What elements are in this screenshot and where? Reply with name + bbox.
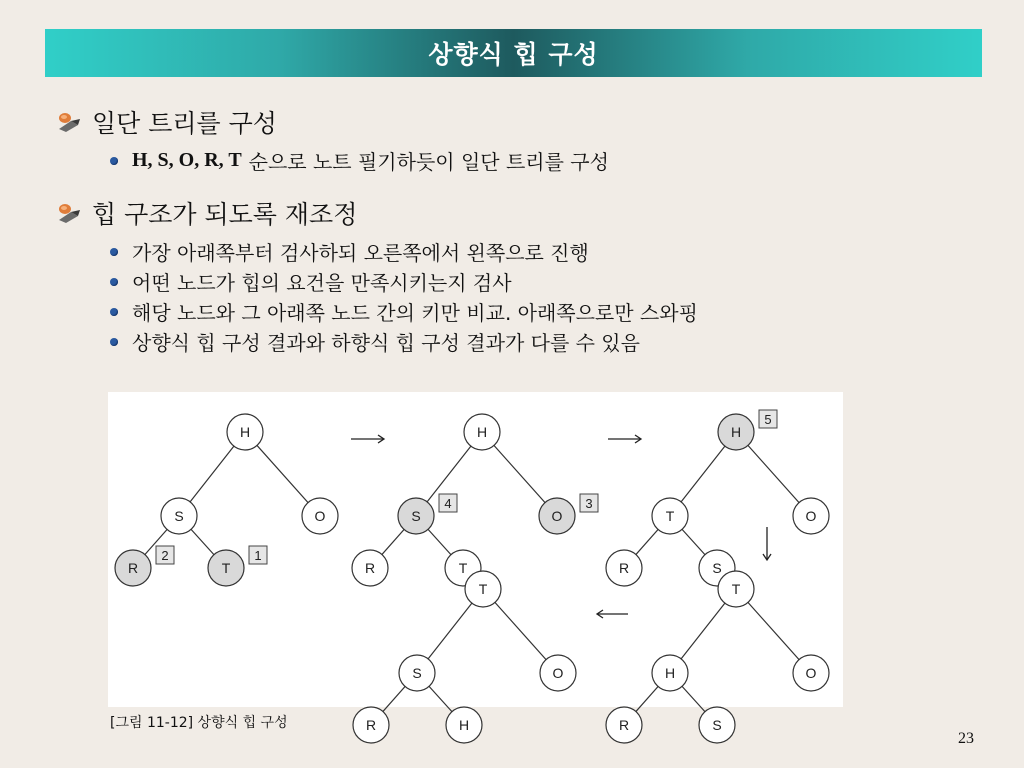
tree-node-label: S — [712, 717, 722, 733]
tree-node-label: S — [411, 508, 421, 524]
tree-node-label: H — [458, 717, 470, 733]
figure-caption: [그림 11-12] 상향식 힙 구성 — [110, 715, 288, 731]
bullet-dot-icon — [110, 157, 118, 165]
tree-node-label: O — [805, 508, 817, 524]
tree-node-label: T — [221, 560, 231, 576]
tree-node-label: S — [174, 508, 184, 524]
sub-bullet-2-4-text: 상향식 힙 구성 결과와 하향식 힙 구성 결과가 다를 수 있음 — [132, 331, 640, 355]
sub-bullet-2-1-text: 가장 아래쪽부터 검사하되 오른쪽에서 왼쪽으로 진행 — [132, 241, 589, 265]
tree-node-label: R — [618, 717, 630, 733]
tree-node-label: T — [478, 581, 488, 597]
tree-node-label: R — [127, 560, 139, 576]
bullet-1 — [56, 104, 277, 140]
tree-2 — [352, 414, 598, 586]
tree-3 — [606, 410, 829, 586]
tree-node-label: H — [476, 424, 488, 440]
title-bar — [45, 29, 982, 77]
tree-node-label: T — [731, 581, 741, 597]
step-order-label: 1 — [254, 548, 262, 563]
tree-node-label: S — [412, 665, 422, 681]
step-order-label: 4 — [444, 496, 452, 511]
pen-bullet-icon — [56, 111, 82, 133]
sub-bullet-2-3 — [110, 297, 698, 326]
tree-node-label: H — [730, 424, 742, 440]
sub-bullet-1-1-bold: H, S, O, R, T — [132, 149, 242, 171]
tree-node-label: T — [665, 508, 675, 524]
sub-bullet-2-2 — [110, 267, 512, 296]
page-number: 23 — [958, 730, 974, 747]
tree-5 — [353, 571, 576, 743]
step-order-label: 3 — [585, 496, 593, 511]
step-order-label: 5 — [764, 412, 772, 427]
bullet-2-text: 힙 구조가 되도록 재조정 — [92, 200, 358, 229]
tree-node-label: O — [314, 508, 326, 524]
bullet-dot-icon — [110, 248, 118, 256]
tree-node-label: R — [364, 560, 376, 576]
tree-node-label: R — [365, 717, 377, 733]
sub-bullet-2-4 — [110, 327, 640, 356]
tree-node-label: H — [239, 424, 251, 440]
slide-title: 상향식 힙 구성 — [428, 40, 599, 69]
sub-bullet-2-2-text: 어떤 노드가 힙의 요건을 만족시키는지 검사 — [132, 271, 512, 295]
tree-node-label: T — [458, 560, 468, 576]
bullet-dot-icon — [110, 338, 118, 346]
tree-1 — [115, 414, 338, 586]
tree-4 — [606, 571, 829, 743]
tree-node-label: O — [551, 508, 563, 524]
step-order-label: 2 — [161, 548, 169, 563]
sub-bullet-1-1 — [110, 146, 609, 175]
pen-bullet-icon — [56, 202, 82, 224]
bullet-dot-icon — [110, 308, 118, 316]
tree-node-label: S — [712, 560, 722, 576]
tree-node-label: O — [805, 665, 817, 681]
bullet-1-text: 일단 트리를 구성 — [92, 109, 277, 138]
bullet-dot-icon — [110, 278, 118, 286]
sub-bullet-2-3-text: 해당 노드와 그 아래쪽 노드 간의 키만 비교. 아래쪽으로만 스와핑 — [132, 301, 698, 325]
tree-node-label: O — [552, 665, 564, 681]
tree-node-label: H — [664, 665, 676, 681]
bullet-2 — [56, 195, 357, 231]
sub-bullet-1-1-text: 순으로 노트 필기하듯이 일단 트리를 구성 — [248, 150, 609, 174]
tree-node-label: R — [618, 560, 630, 576]
sub-bullet-2-1 — [110, 237, 589, 266]
